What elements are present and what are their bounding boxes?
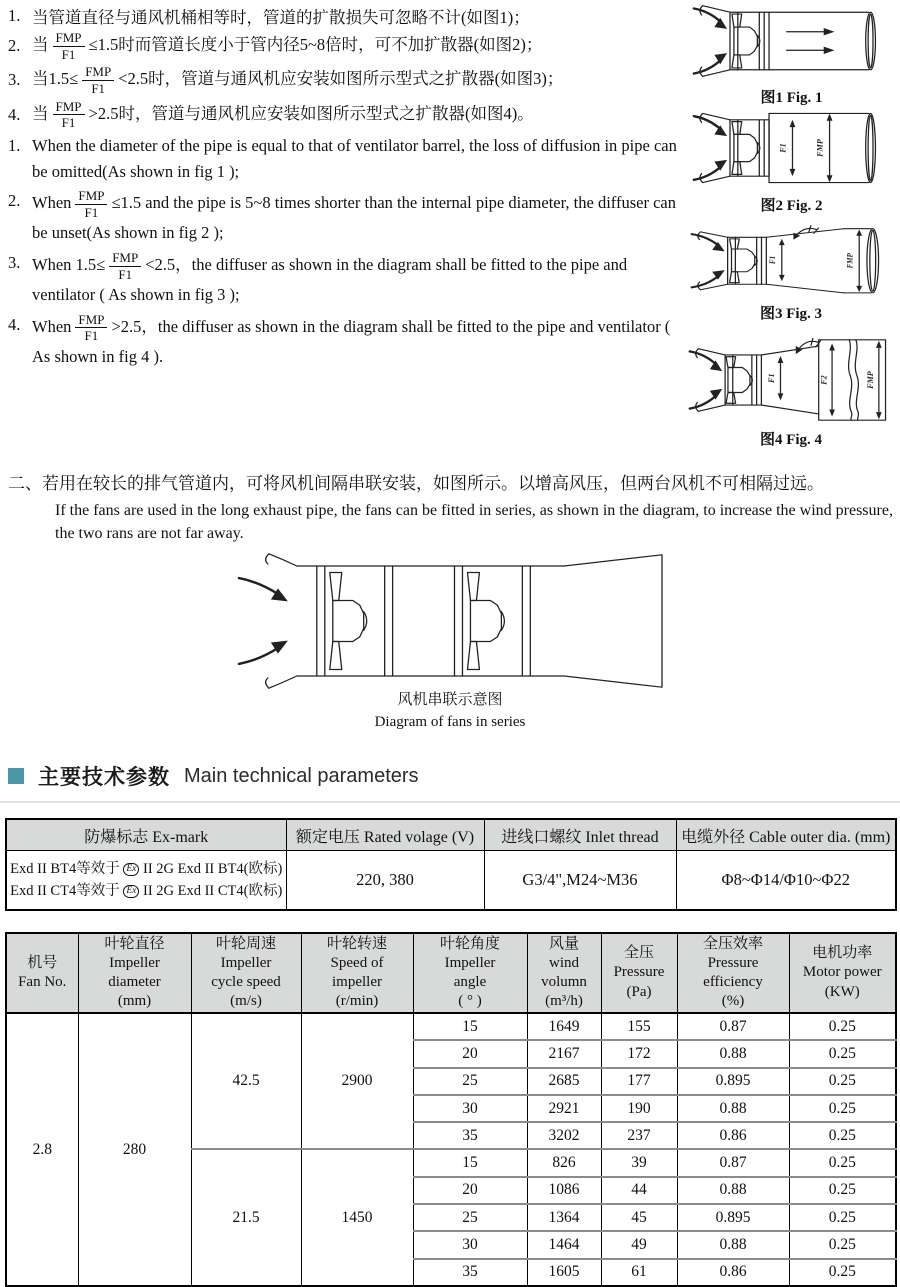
fraction-numerator: FMP <box>53 31 85 47</box>
cell-pressure: 190 <box>601 1095 677 1122</box>
header-line: 风量 <box>548 935 579 952</box>
header-inlet-thread: 进线口螺纹 Inlet thread <box>484 819 676 851</box>
fraction <box>75 313 107 343</box>
header-line: cycle speed <box>211 974 281 990</box>
fraction <box>109 251 141 281</box>
svg-text:F1: F1 <box>767 255 778 265</box>
cell-rpm: 1450 <box>301 1149 413 1286</box>
header-line: 机号 <box>27 954 58 971</box>
cell-diameter: 280 <box>78 1013 191 1286</box>
cell-fan-no: 2.8 <box>6 1013 78 1286</box>
cell-efficiency: 0.86 <box>677 1259 789 1286</box>
cell-volume: 1464 <box>527 1231 601 1258</box>
header-line: (m/s) <box>230 993 262 1010</box>
fraction-denominator: F1 <box>61 46 76 62</box>
figure-2 <box>688 108 895 215</box>
fraction-denominator: F1 <box>118 266 133 282</box>
header-line: 全压 <box>623 945 654 962</box>
header-line: (%) <box>721 993 745 1010</box>
item-text: When 1.5≤ <box>32 254 106 274</box>
item-text: >2.5，the diffuser as shown in the diagram shall be fitted to the pipe and ventilator ( As shown in fig 4 ). <box>32 316 671 367</box>
cell-ex-mark <box>6 851 286 911</box>
cell-power: 0.25 <box>789 1149 896 1176</box>
header-pressure <box>601 933 677 1013</box>
fraction-numerator: FMP <box>75 189 107 205</box>
header-impeller-angle <box>413 933 527 1013</box>
cell-angle: 15 <box>413 1149 527 1176</box>
figure-caption: 图2 Fig. 2 <box>760 198 823 214</box>
section-divider <box>0 801 900 803</box>
caption-cn: 风机串联示意图 <box>397 692 503 708</box>
item-number: 4. <box>8 104 21 124</box>
header-line: Impeller <box>109 954 160 971</box>
cell-power: 0.25 <box>789 1013 896 1040</box>
cell-volume: 1364 <box>527 1204 601 1231</box>
cell-power: 0.25 <box>789 1122 896 1149</box>
header-line: diameter <box>108 974 161 990</box>
header-line: 叶轮角度 <box>439 935 500 952</box>
fraction-denominator: F1 <box>61 115 76 131</box>
header-line: Motor power <box>802 964 882 981</box>
header-line: (mm) <box>117 993 152 1010</box>
ex-text: Exd II CT4等效于 <box>10 883 124 899</box>
item-number: 3. <box>8 252 21 272</box>
fraction-numerator: FMP <box>109 251 141 267</box>
list-item <box>8 188 686 246</box>
item-text: When the diameter of the pipe is equal to that of ventilator barrel, the loss of diffusion in pipe can be omitted(As shown in fig 1 ); <box>32 136 677 181</box>
header-line: Fan No. <box>18 974 67 990</box>
header-line: (m³/h) <box>545 993 583 1010</box>
header-fan-no <box>6 933 78 1013</box>
technical-parameters-table <box>5 932 895 1287</box>
cell-power: 0.25 <box>789 1095 896 1122</box>
cell-volume: 2167 <box>527 1040 601 1067</box>
cell-efficiency: 0.88 <box>677 1177 789 1204</box>
item-text: 当管道直径与通风机桶相等时，管道的扩散损失可忽略不计(如图1)； <box>32 8 530 27</box>
cell-power: 0.25 <box>789 1231 896 1258</box>
header-line: 全压效率 <box>702 935 763 952</box>
item-number: 2. <box>8 191 21 211</box>
cell-volume: 1086 <box>527 1177 601 1204</box>
header-pressure-efficiency <box>677 933 789 1013</box>
cell-cycle-speed: 42.5 <box>191 1013 301 1149</box>
header-line: wind volumn <box>541 954 587 990</box>
list-item <box>8 99 684 131</box>
header-impeller-rpm <box>301 933 413 1013</box>
cell-efficiency: 0.895 <box>677 1204 789 1231</box>
list-item <box>8 4 684 28</box>
cell-volume: 3202 <box>527 1122 601 1149</box>
ex-mark-table <box>5 818 895 911</box>
cell-pressure: 177 <box>601 1068 677 1095</box>
cell-volume: 2921 <box>527 1095 601 1122</box>
fraction <box>53 100 85 130</box>
ex-symbol: Ex <box>123 885 139 898</box>
cell-angle: 30 <box>413 1095 527 1122</box>
header-line: (r/min) <box>335 993 379 1010</box>
series-diagram-caption <box>233 690 667 734</box>
item-number: 1. <box>8 6 21 25</box>
cell-angle: 30 <box>413 1231 527 1258</box>
fraction <box>82 65 114 95</box>
header-line: 叶轮转速 <box>326 935 387 952</box>
item-number: 3. <box>8 70 21 90</box>
svg-text:FMP: FMP <box>814 139 825 157</box>
cell-volume: 2685 <box>527 1068 601 1095</box>
cell-efficiency: 0.87 <box>677 1013 789 1040</box>
caption-en: Diagram of fans in series <box>374 713 526 730</box>
conditions-list-en <box>8 133 686 374</box>
ex-symbol: Ex <box>123 863 139 876</box>
header-line: Impeller <box>444 954 496 971</box>
item-text: >2.5时，管道与通风机应安装如图所示型式之扩散器(如图4)。 <box>88 103 534 123</box>
header-line: ( ° ) <box>458 993 482 1010</box>
header-line: Pressure <box>707 954 759 971</box>
figure-4 <box>684 338 898 449</box>
cell-pressure: 172 <box>601 1040 677 1067</box>
cell-pressure: 49 <box>601 1231 677 1258</box>
item-text: ≤1.5时而管道长度小于管内径5~8倍时，可不加扩散器(如图2)； <box>88 34 543 54</box>
fig3-fan-diagram <box>687 224 895 296</box>
cell-volume: 1649 <box>527 1013 601 1040</box>
header-motor-power <box>789 933 896 1013</box>
cell-power: 0.25 <box>789 1068 896 1095</box>
header-ex-mark: 防爆标志 Ex-mark <box>6 819 286 851</box>
header-line: (KW) <box>824 983 860 1000</box>
header-rated-voltage: 额定电压 Rated volage (V) <box>286 819 484 851</box>
ex-text: Exd II BT4等效于 <box>10 860 124 877</box>
item-text: When <box>32 193 72 213</box>
item-text: When <box>32 316 72 336</box>
cell-angle: 35 <box>413 1122 527 1149</box>
conditions-list-cn <box>8 4 684 133</box>
cell-efficiency: 0.88 <box>677 1095 789 1122</box>
figure-caption: 图4 Fig. 4 <box>759 432 823 448</box>
header-line: impeller <box>332 974 382 990</box>
header-line: 叶轮直径 <box>104 935 165 952</box>
item-number: 4. <box>8 314 21 334</box>
cell-angle: 35 <box>413 1259 527 1286</box>
figure-caption: 图1 Fig. 1 <box>760 90 823 106</box>
cell-power: 0.25 <box>789 1040 896 1067</box>
svg-text:FMP: FMP <box>865 371 876 389</box>
header-line: 叶轮周速 <box>215 935 276 952</box>
fraction <box>75 189 107 219</box>
cell-pressure: 39 <box>601 1149 677 1176</box>
fraction-denominator: F1 <box>84 328 99 344</box>
header-line: (Pa) <box>626 983 652 1000</box>
cell-efficiency: 0.86 <box>677 1122 789 1149</box>
cell-pressure: 237 <box>601 1122 677 1149</box>
svg-text:FMP: FMP <box>844 253 855 269</box>
cell-efficiency: 0.88 <box>677 1231 789 1258</box>
header-impeller-diameter <box>78 933 191 1013</box>
list-item <box>8 250 686 308</box>
cell-pressure: 61 <box>601 1259 677 1286</box>
cell-efficiency: 0.87 <box>677 1149 789 1176</box>
cell-volume: 826 <box>527 1149 601 1176</box>
svg-text:F1: F1 <box>777 143 788 153</box>
fraction-denominator: F1 <box>91 80 106 96</box>
item-number: 1. <box>8 136 21 155</box>
item-text: <2.5时，管道与通风机应安装如图所示型式之扩散器(如图3)； <box>118 69 564 89</box>
section-title-cn: 主要技术参数 <box>38 766 170 789</box>
cell-angle: 20 <box>413 1177 527 1204</box>
cell-rpm: 2900 <box>301 1013 413 1149</box>
table-row <box>6 851 896 911</box>
section-title-en: Main technical parameters <box>184 764 419 787</box>
fraction-numerator: FMP <box>53 100 85 116</box>
fans-in-series-figure <box>233 552 667 695</box>
ex-text: II 2G Exd II CT4(欧标) <box>139 883 283 899</box>
header-line: 电机功率 <box>812 945 873 962</box>
fraction-numerator: FMP <box>82 65 114 81</box>
fraction-numerator: FMP <box>75 313 107 329</box>
fig2-fan-diagram <box>689 108 894 188</box>
list-item <box>8 64 684 96</box>
header-cycle-speed <box>191 933 301 1013</box>
cell-power: 0.25 <box>789 1204 896 1231</box>
section-bullet-square <box>8 768 24 784</box>
item-text: <2.5，the diffuser as shown in the diagram shall be fitted to the pipe and ventilator ( As shown in fig 3 ); <box>32 254 628 305</box>
cell-power: 0.25 <box>789 1177 896 1204</box>
cell-power: 0.25 <box>789 1259 896 1286</box>
ex-text: II 2G Exd II BT4(欧标) <box>139 860 283 877</box>
cell-pressure: 44 <box>601 1177 677 1204</box>
header-line: Speed of <box>330 954 384 971</box>
fraction <box>53 31 85 61</box>
series-section-heading: 二、若用在较长的排气管道内，可将风机间隔串联安装，如图所示。以增高风压，但两台风机不可相隔过远。 <box>8 474 824 493</box>
item-text: 当1.5≤ <box>32 69 79 89</box>
header-wind-volume <box>527 933 601 1013</box>
series-section-text-en: If the fans are used in the long exhaust pipe, the fans can be fitted in series, as shown in the diagram, to increase the wind pressure, the two rans are not far away. <box>55 502 893 543</box>
figure-1 <box>688 2 895 107</box>
cell-efficiency: 0.88 <box>677 1040 789 1067</box>
fig4-fan-diagram <box>685 338 897 422</box>
header-line: efficiency <box>703 974 763 990</box>
list-item <box>8 133 686 184</box>
cell-inlet-thread: G3/4",M24~M36 <box>484 851 676 911</box>
cell-efficiency: 0.895 <box>677 1068 789 1095</box>
cell-pressure: 155 <box>601 1013 677 1040</box>
list-item <box>8 312 686 370</box>
svg-text:F1: F1 <box>766 373 776 383</box>
header-line: Pressure <box>613 964 665 981</box>
cell-angle: 20 <box>413 1040 527 1067</box>
table-row <box>6 1013 896 1040</box>
cell-angle: 25 <box>413 1204 527 1231</box>
figure-caption: 图3 Fig. 3 <box>759 306 823 322</box>
table-header-row <box>6 819 896 851</box>
cell-pressure: 45 <box>601 1204 677 1231</box>
svg-text:F2: F2 <box>819 375 829 385</box>
table-header-row <box>6 933 896 1013</box>
fraction-denominator: F1 <box>84 204 99 220</box>
section-header <box>8 761 419 791</box>
fans-in-series-diagram <box>233 552 667 690</box>
item-number: 2. <box>8 36 21 56</box>
cell-angle: 25 <box>413 1068 527 1095</box>
item-text: 当 <box>32 34 49 54</box>
item-text: ≤1.5 and the pipe is 5~8 times shorter than the internal pipe diameter, the diffuser can be unset(As shown in fig 2 ); <box>32 193 676 243</box>
cell-cycle-speed: 21.5 <box>191 1149 301 1286</box>
cell-angle: 15 <box>413 1013 527 1040</box>
cell-cable-dia: Φ8~Φ14/Φ10~Φ22 <box>676 851 896 911</box>
fig1-fan-diagram <box>689 2 894 80</box>
figure-3 <box>686 224 896 323</box>
header-cable-dia: 电缆外径 Cable outer dia. (mm) <box>676 819 896 851</box>
cell-voltage: 220, 380 <box>286 851 484 911</box>
header-line: Impeller <box>220 954 272 971</box>
header-line: angle <box>453 974 487 990</box>
cell-volume: 1605 <box>527 1259 601 1286</box>
item-text: 当 <box>32 103 49 123</box>
list-item <box>8 30 684 62</box>
